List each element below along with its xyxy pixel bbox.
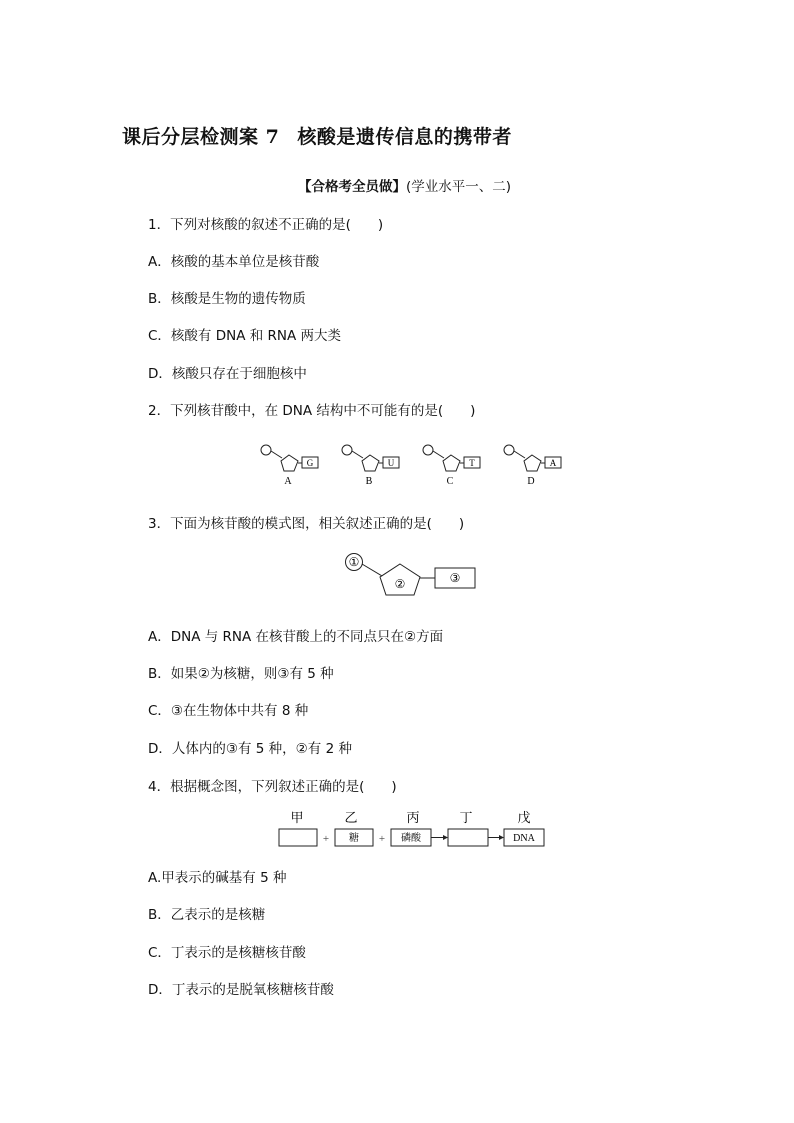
header-jia: 甲 (290, 810, 304, 825)
box-phosphate-label: 磷酸 (401, 833, 421, 844)
q4-concept-map (275, 808, 550, 850)
base-letter: G (306, 458, 314, 468)
nucleotide-option-a (261, 445, 318, 487)
q4-option-d: D．丁表示的是脱氧核糖核苷酸 (148, 982, 334, 998)
title-subtitle: 核酸是遗传信息的携带者 (297, 126, 512, 148)
section-bracket: 【合格考全员做】 (298, 179, 406, 195)
box-ding (448, 829, 488, 846)
q3-stem: 3．下面为核苷酸的模式图，相关叙述正确的是( ) (148, 516, 465, 532)
q2-figure (255, 440, 575, 488)
q1-option-c: C．核酸有 DNA 和 RNA 两大类 (148, 328, 342, 344)
q1-option-a: A．核酸的基本单位是核苷酸 (148, 254, 320, 270)
q1-option-d: D．核酸只存在于细胞核中 (148, 366, 307, 382)
q1-option-b: B．核酸是生物的遗传物质 (148, 291, 306, 307)
option-label: B (365, 476, 373, 487)
header-yi: 乙 (344, 810, 358, 825)
base-letter: U (387, 458, 395, 468)
q4-option-c: C．丁表示的是核糖核苷酸 (148, 945, 306, 961)
q3-option-a: A．DNA 与 RNA 在核苷酸上的不同点只在②方面 (148, 629, 444, 645)
base-letter: A (549, 458, 557, 468)
part-2-label: ② (394, 577, 406, 591)
plus-sign: + (378, 833, 386, 845)
title-main: 课后分层检测案 7 (122, 126, 280, 148)
option-label: A (284, 476, 292, 487)
q4-option-a: A.甲表示的碱基有 5 种 (148, 870, 287, 886)
part-3-label: ③ (449, 571, 461, 585)
box-sugar-label: 糖 (349, 833, 359, 844)
option-label: D (527, 476, 535, 487)
q4-stem: 4．根据概念图，下列叙述正确的是( ) (148, 779, 397, 795)
nucleotide-option-b (342, 445, 399, 487)
q3-figure (340, 550, 485, 600)
q2-stem: 2．下列核苷酸中，在 DNA 结构中不可能有的是( ) (148, 403, 476, 419)
box-jia (279, 829, 317, 846)
q1-stem: 1．下列对核酸的叙述不正确的是( ) (148, 217, 384, 233)
section-note: (学业水平一、二) (406, 179, 512, 195)
base-letter: T (469, 458, 475, 468)
nucleotide-option-d (504, 445, 561, 487)
page-title (122, 122, 512, 149)
header-ding: 丁 (459, 810, 473, 825)
nucleotide-option-c (423, 445, 480, 487)
option-label: C (446, 476, 454, 487)
section-header (298, 175, 511, 195)
header-wu: 戊 (517, 810, 531, 825)
q3-option-b: B．如果②为核糖，则③有 5 种 (148, 666, 334, 682)
q4-option-b: B．乙表示的是核糖 (148, 907, 266, 923)
plus-sign: + (322, 833, 330, 845)
part-1-label: ① (348, 555, 360, 569)
q3-option-c: C．③在生物体中共有 8 种 (148, 703, 309, 719)
q3-option-d: D．人体内的③有 5 种，②有 2 种 (148, 741, 352, 757)
box-dna-label: DNA (513, 833, 535, 844)
header-bing: 丙 (406, 810, 420, 825)
